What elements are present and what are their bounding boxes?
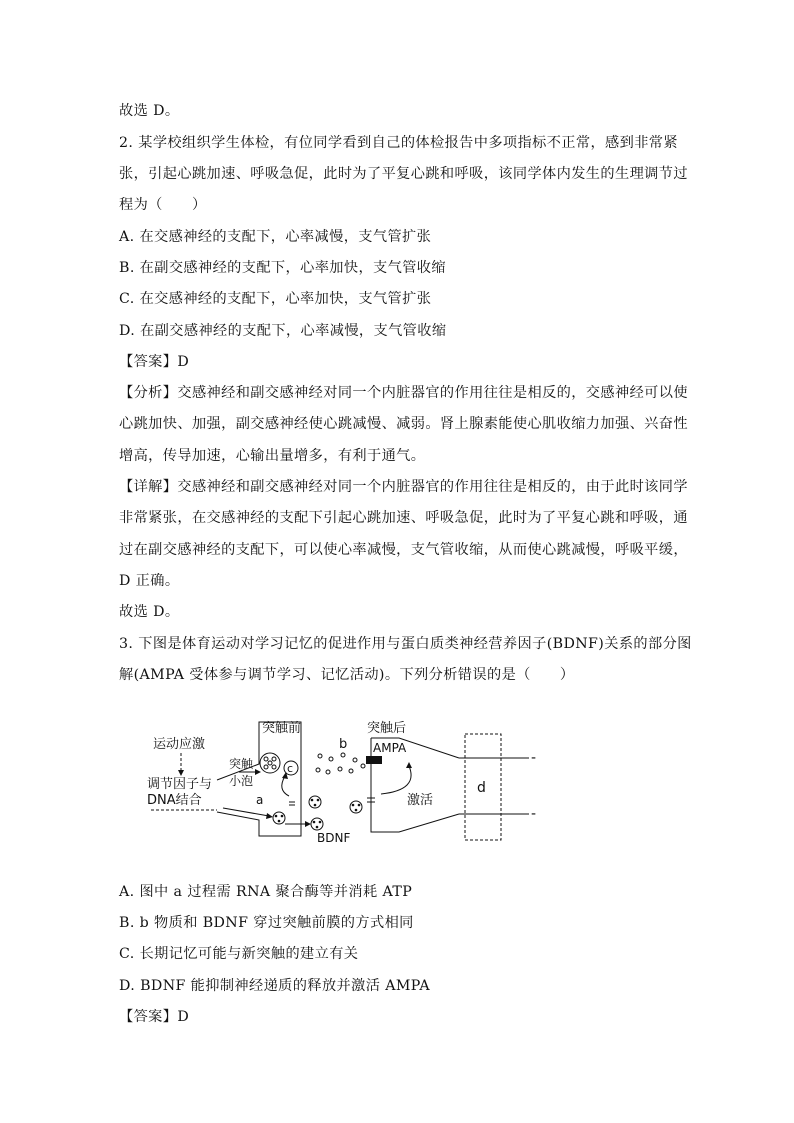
- answer-line: 【答案】D: [119, 1009, 190, 1025]
- option-c: C. 在交感神经的支配下，心率加快，支气管扩张: [119, 291, 432, 307]
- label-factor-2: DNA结合: [147, 793, 202, 808]
- analysis-text: 心跳加快、加强，副交感神经使心跳减慢、减弱。肾上腺素能使心肌收缩力加强、兴奋性: [119, 416, 688, 432]
- ampa-receptor: [366, 756, 382, 764]
- label-exercise: 运动应激: [153, 737, 206, 752]
- question-2-stem: 张，引起心跳加速、呼吸急促，此时为了平复心跳和呼吸，该同学体内发生的生理调节过: [119, 166, 688, 182]
- option-c: C. 长期记忆可能与新突触的建立有关: [119, 946, 359, 962]
- question-2-stem: 2. 某学校组织学生体检，有位同学看到自己的体检报告中多项指标不正常，感到非常紧: [119, 135, 678, 151]
- explanation-text: 【详解】交感神经和副交感神经对同一个内脏器官的作用往往是相反的，由于此时该同学: [119, 479, 688, 495]
- option-d: D. 在副交感神经的支配下，心率减慢，支气管收缩: [119, 323, 447, 339]
- label-ampa: AMPA: [373, 741, 407, 755]
- question-3-stem: 3. 下图是体育运动对学习记忆的促进作用与蛋白质类神经营养因子(BDNF)关系的部分图: [119, 636, 692, 652]
- option-a: A. 在交感神经的支配下，心率减慢，支气管扩张: [119, 229, 432, 245]
- explanation-text: 非常紧张，在交感神经的支配下引起心跳加速、呼吸急促，此时为了平复心跳和呼吸，通: [119, 510, 688, 526]
- text-line: 故选 D。: [119, 604, 180, 620]
- explanation-text: 过在副交感神经的支配下，可以使心率减慢，支气管收缩，从而使心跳减慢，呼吸平缓，: [119, 542, 688, 558]
- option-b: B. 在副交感神经的支配下，心率加快，支气管收缩: [119, 260, 446, 276]
- option-b: B. b 物质和 BDNF 穿过突触前膜的方式相同: [119, 915, 414, 931]
- option-a: A. 图中 a 过程需 RNA 聚合酶等并消耗 ATP: [119, 884, 413, 900]
- label-a: a: [256, 793, 264, 807]
- label-c: c: [287, 762, 294, 775]
- question-3-stem: 解(AMPA 受体参与调节学习、记忆活动)。下列分析错误的是（ ）: [119, 667, 575, 683]
- label-minus-top: -: [531, 750, 537, 766]
- label-bdnf: BDNF: [317, 831, 351, 845]
- label-postsynaptic: 突触后: [367, 721, 407, 736]
- synaptic-vesicle: [260, 753, 280, 773]
- option-d: D. BDNF 能抑制神经递质的释放并激活 AMPA: [119, 978, 431, 994]
- explanation-text: D 正确。: [119, 573, 180, 589]
- label-vesicle-1: 突触: [229, 757, 254, 771]
- label-minus-bottom: -: [531, 806, 537, 822]
- activation-arrow: [381, 766, 411, 794]
- label-activate: 激活: [407, 793, 434, 808]
- analysis-text: 【分析】交感神经和副交感神经对同一个内脏器官的作用往往是相反的，交感神经可以使: [119, 385, 688, 401]
- label-presynaptic: 突触前: [262, 721, 302, 736]
- answer-line: 【答案】D: [119, 354, 190, 370]
- text-line: 故选 D。: [119, 103, 180, 119]
- label-d: d: [477, 780, 486, 796]
- curved-arrow: [282, 776, 289, 796]
- label-factor-1: 调节因子与: [147, 777, 213, 792]
- question-2-stem: 程为（ ）: [119, 197, 207, 213]
- analysis-text: 增高，传导加速，心输出量增多，有利于通气。: [119, 448, 426, 464]
- label-vesicle-2: 小泡: [229, 774, 254, 788]
- arrow-head: [178, 770, 184, 776]
- label-b: b: [339, 737, 348, 752]
- synapse-diagram: [119, 708, 559, 848]
